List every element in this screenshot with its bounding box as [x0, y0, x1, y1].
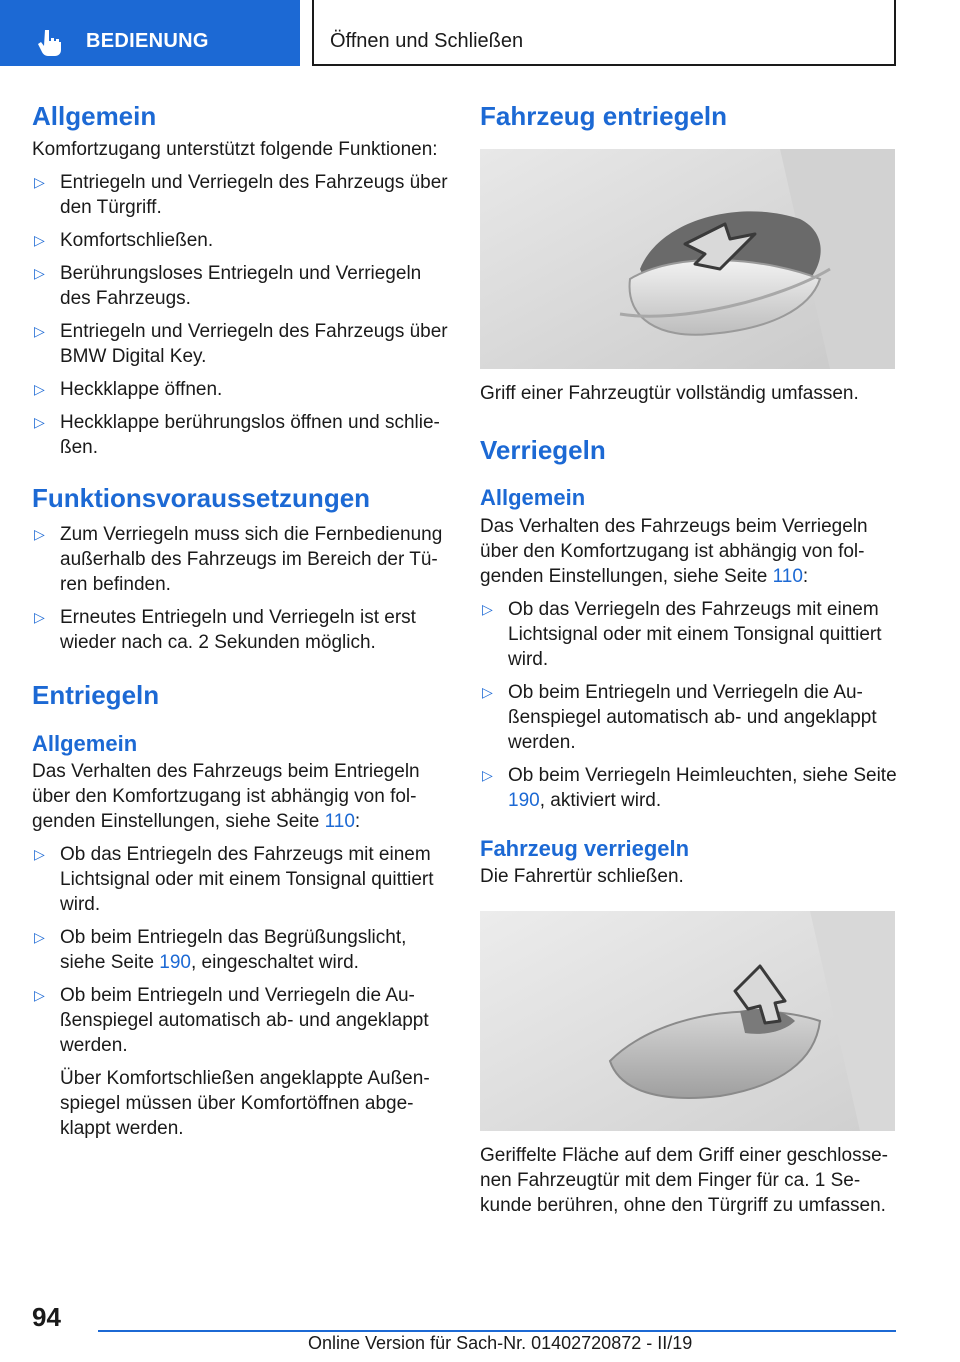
fahrzeug-verriegeln-text: Die Fahrertür schließen. — [480, 866, 684, 887]
triangle-bullet-icon: ▷ — [34, 231, 45, 248]
triangle-bullet-icon: ▷ — [34, 526, 45, 542]
allgemein-intro: Komfortzugang unterstützt folgende Funktionen: — [32, 138, 438, 160]
footer-divider — [98, 1330, 896, 1332]
list-item: ▷ Ob das Entriegeln des Fahrzeugs mit einem Lichtsignal oder mit einem Tonsignal quittiert wird. — [34, 844, 434, 915]
list-item: ▷ Zum Verriegeln muss sich die Fernbedienung außerhalb des Fahrzeugs im Bereich der Tü-ren befinden. — [34, 524, 443, 595]
section-title: Öffnen und Schließen — [330, 30, 524, 52]
figure2-caption: Geriffelte Fläche auf dem Griff einer geschlosse-nen Fahrzeugtür mit dem Finger für ca. 1 Se-kunde berühren, ohne den Türgriff zu umfassen. — [480, 1145, 888, 1216]
door-handle-touch-figure — [480, 911, 895, 1131]
right-column — [480, 100, 900, 1218]
list-item: ▷ Ob das Verriegeln des Fahrzeugs mit einem Lichtsignal oder mit einem Tonsignal quittiert wird. — [482, 598, 882, 670]
funktion-list — [32, 522, 452, 655]
entriegeln-list — [32, 842, 452, 1141]
page-link-110[interactable]: 110 — [772, 565, 803, 587]
verriegeln-list — [480, 597, 900, 813]
list-item: ▷ Komfortschließen. — [34, 229, 214, 251]
triangle-bullet-icon: ▷ — [482, 683, 493, 700]
allgemein-list — [32, 170, 452, 460]
triangle-bullet-icon: ▷ — [34, 609, 45, 625]
heading-fahrzeug-verriegeln: Fahrzeug verriegeln — [480, 835, 690, 861]
page-header — [0, 0, 960, 66]
triangle-bullet-icon: ▷ — [34, 322, 45, 339]
verriegeln-intro: Das Verhalten des Fahrzeugs beim Verriegeln über den Komfortzugang ist abhängig von fol-genden Einstellungen, siehe Seite 110: — [480, 515, 868, 587]
triangle-bullet-icon: ▷ — [34, 929, 45, 945]
door-handle-grip-figure — [480, 149, 895, 369]
heading-allgemein: Allgemein — [32, 101, 157, 131]
entriegeln-intro: Das Verhalten des Fahrzeugs beim Entriegeln über den Komfortzugang ist abhängig von fol-genden Einstellungen, siehe Seite 110: — [32, 761, 420, 832]
heading-verriegeln: Verriegeln — [480, 434, 606, 465]
list-item: ▷ Entriegeln und Verriegeln des Fahrzeugs über den Türgriff. — [34, 171, 448, 218]
page-link-190[interactable]: 190 — [508, 789, 540, 811]
mirror-note: Über Komfortschließen angeklappte Außen-spiegel müssen über Komfortöffnen abge-klappt werden. — [60, 1068, 430, 1139]
door-handle-illustration — [480, 149, 895, 369]
list-item: ▷ Berührungsloses Entriegeln und Verriegeln des Fahrzeugs. — [34, 262, 422, 309]
triangle-bullet-icon: ▷ — [34, 380, 45, 397]
triangle-bullet-icon: ▷ — [482, 766, 493, 783]
triangle-bullet-icon: ▷ — [34, 264, 45, 281]
triangle-bullet-icon: ▷ — [34, 413, 45, 430]
figure1-caption: Griff einer Fahrzeugtür vollständig umfassen. — [480, 382, 859, 404]
triangle-bullet-icon: ▷ — [482, 600, 493, 617]
list-item: ▷ Heckklappe berührungslos öffnen und schlie-ßen. — [34, 411, 440, 458]
list-item: ▷ Ob beim Entriegeln und Verriegeln die Au-ßenspiegel automatisch ab- und angeklappt werden. — [482, 681, 877, 753]
list-item: ▷ Entriegeln und Verriegeln des Fahrzeugs über BMW Digital Key. — [34, 320, 448, 367]
page-link-190[interactable]: 190 — [159, 952, 191, 973]
list-item: ▷ Ob beim Entriegeln und Verriegeln die Au-ßenspiegel automatisch ab- und angeklappt werden. Über Komfortschließen angeklappte Außen-spiegel müssen über Komfortöffnen abge-klappt werden. — [32, 983, 452, 1141]
subheading-entriegeln-allgemein: Allgemein — [32, 730, 138, 756]
heading-fahrzeug-entriegeln: Fahrzeug entriegeln — [480, 101, 728, 131]
subheading-verriegeln-allgemein: Allgemein — [480, 485, 586, 510]
triangle-bullet-icon: ▷ — [34, 846, 45, 862]
page-link-110[interactable]: 110 — [324, 811, 355, 832]
heading-entriegeln: Entriegeln — [32, 680, 160, 710]
list-item: ▷ Heckklappe öffnen. — [34, 378, 223, 400]
online-version-note: Online Version für Sach-Nr. 01402720872 - II/19 — [308, 1333, 693, 1353]
list-item: ▷ Ob beim Entriegeln das Begrüßungslicht, siehe Seite 190, eingeschaltet wird. — [34, 927, 407, 973]
section-title-box — [312, 0, 896, 66]
hand-pointer-icon — [36, 27, 66, 57]
list-item: ▷ Ob beim Verriegeln Heimleuchten, siehe Seite 190, aktiviert wird. — [482, 764, 897, 811]
door-handle-touch-illustration — [480, 911, 895, 1131]
triangle-bullet-icon: ▷ — [34, 987, 45, 1003]
chapter-tab[interactable] — [0, 0, 300, 66]
chapter-tab-label: BEDIENUNG — [86, 30, 209, 52]
page-number: 94 — [32, 1302, 61, 1332]
heading-funktionsvoraussetzungen: Funktionsvoraussetzungen — [32, 482, 371, 513]
list-item: ▷ Erneutes Entriegeln und Verriegeln ist erst wieder nach ca. 2 Sekunden möglich. — [34, 607, 416, 653]
triangle-bullet-icon: ▷ — [34, 173, 45, 190]
left-column — [32, 100, 452, 1141]
